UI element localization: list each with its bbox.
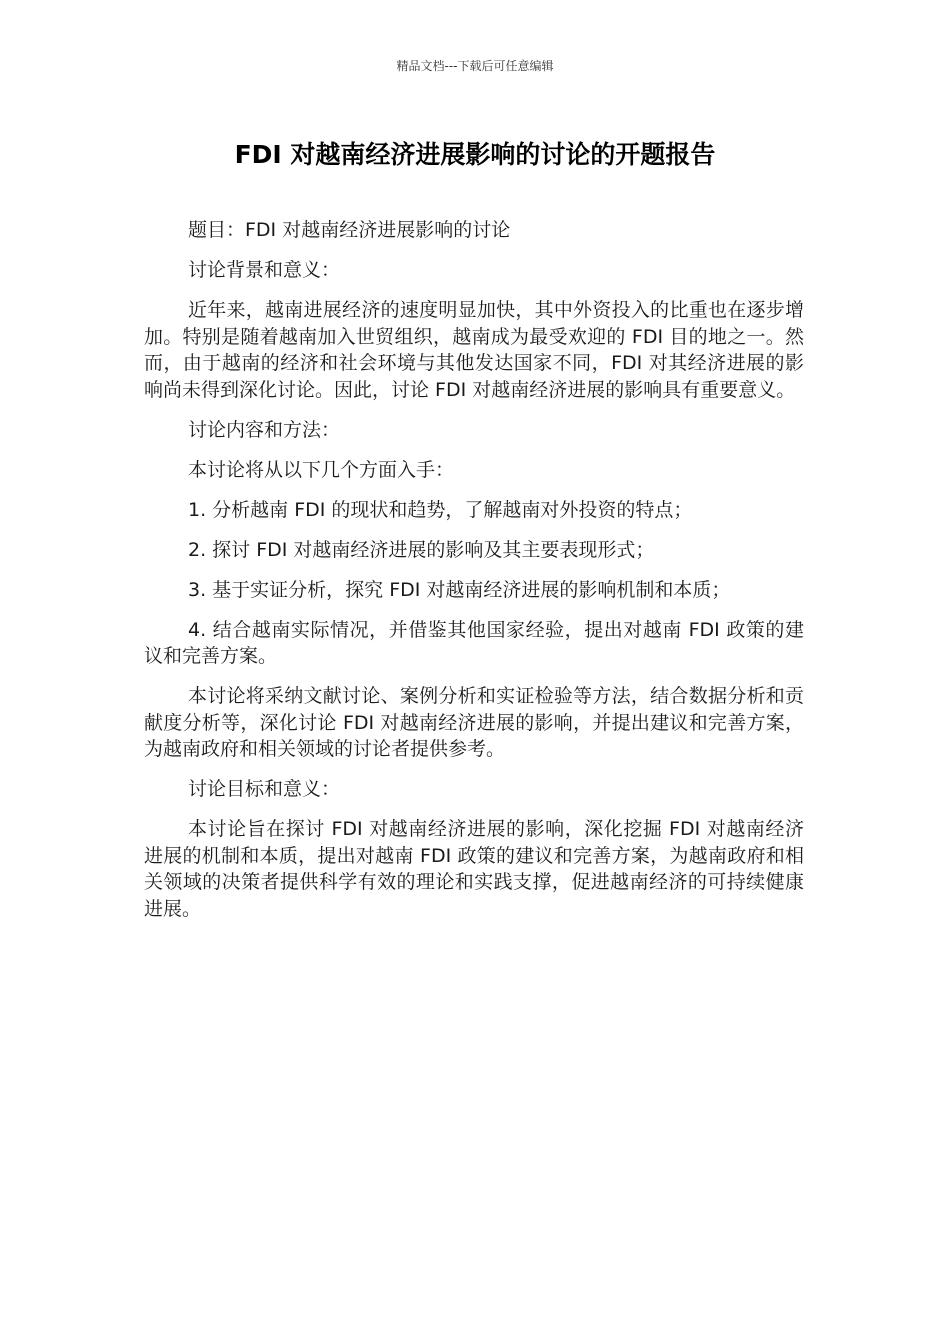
goals-paragraph: 本讨论旨在探讨 FDI 对越南经济进展的影响，深化挖掘 FDI 对越南经济进展的机制和本质，提出对越南 FDI 政策的建议和完善方案，为越南政府和相关领域的决策者提供科学有效的理论和实践支撑，促进越南经济的可持续健康进展。 bbox=[144, 818, 804, 920]
header-note: 精品文档---下载后可任意编辑 bbox=[396, 59, 554, 73]
list-item-4: 4. 结合越南实际情况，并借鉴其他国家经验，提出对越南 FDI 政策的建议和完善方案。 bbox=[144, 618, 804, 667]
method-paragraph: 本讨论将采纳文献讨论、案例分析和实证检验等方法，结合数据分析和贡献度分析等，深化讨论 FDI 对越南经济进展的影响，并提出建议和完善方案，为越南政府和相关领域的讨论者提供参考。 bbox=[144, 685, 804, 760]
section-heading-goals: 讨论目标和意义： bbox=[188, 778, 341, 800]
topic-line: 题目：FDI 对越南经济进展影响的讨论 bbox=[188, 219, 511, 241]
section-heading-content-method: 讨论内容和方法： bbox=[188, 418, 341, 441]
section-heading-background: 讨论背景和意义： bbox=[188, 259, 341, 281]
content-intro: 本讨论将从以下几个方面入手： bbox=[188, 458, 455, 481]
list-item-3: 3. 基于实证分析，探究 FDI 对越南经济进展的影响机制和本质； bbox=[188, 578, 731, 601]
document-title: FDI 对越南经济进展影响的讨论的开题报告 bbox=[234, 140, 716, 169]
document-body bbox=[144, 217, 804, 936]
background-paragraph: 近年来，越南进展经济的速度明显加快，其中外资投入的比重也在逐步增加。特别是随着越南加入世贸组织，越南成为最受欢迎的 FDI 目的地之一。然而，由于越南的经济和社会环境与其他发达国家不同，FDI 对其经济进展的影响尚未得到深化讨论。因此，讨论 FDI 对越南经济进展的影响具有重要意义。 bbox=[144, 299, 804, 401]
list-item-2: 2. 探讨 FDI 对越南经济进展的影响及其主要表现形式； bbox=[188, 538, 655, 561]
list-item-1: 1. 分析越南 FDI 的现状和趋势，了解越南对外投资的特点； bbox=[188, 498, 693, 521]
